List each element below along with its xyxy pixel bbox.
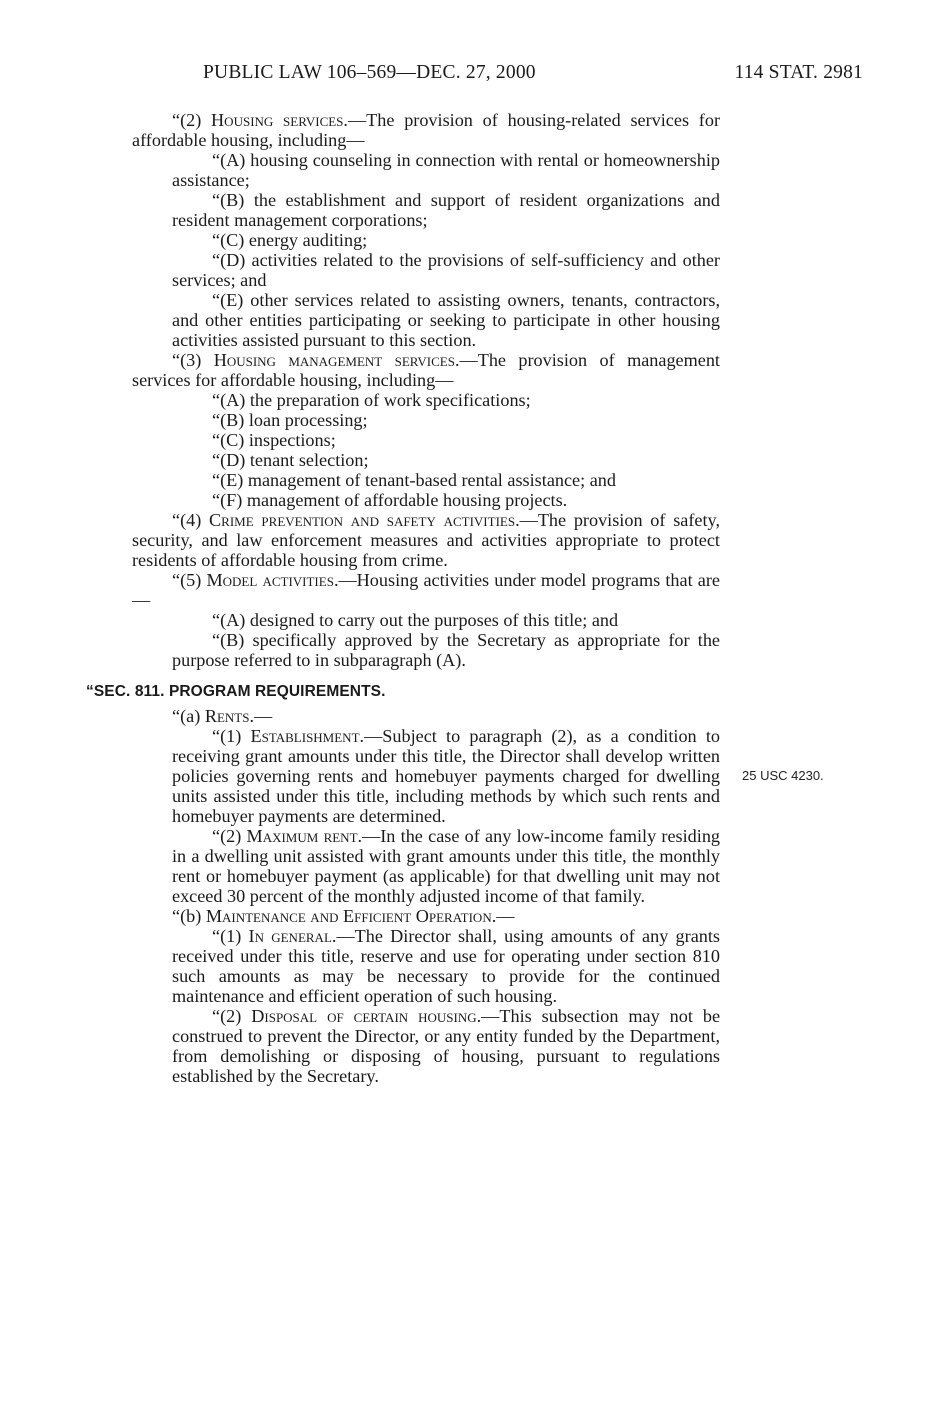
paragraph-disposal: “(2) Disposal of certain housing.—This subsection may not be construed to prevent the Director, or any entity funded by the Department, from demolishing or disposing of housing, pursuant to regulations established by the Secretary. bbox=[172, 1006, 721, 1086]
paragraph-heading: Establishment bbox=[250, 726, 360, 746]
subparagraph: “(F) management of affordable housing projects. bbox=[212, 490, 568, 510]
subparagraph: “(A) designed to carry out the purposes of this title; and bbox=[212, 610, 619, 630]
paragraph-heading: Disposal of certain housing bbox=[251, 1006, 477, 1026]
subparagraph: “(D) activities related to the provisions of self-sufficiency and other services; and bbox=[172, 250, 720, 290]
paragraph-heading: Maximum rent bbox=[246, 826, 358, 846]
section-heading: “SEC. 811. PROGRAM REQUIREMENTS. bbox=[86, 683, 386, 700]
subparagraph: “(C) inspections; bbox=[212, 430, 336, 450]
paragraph-heading: Housing management services bbox=[213, 350, 455, 370]
document-body bbox=[86, 110, 721, 1086]
paragraph-housing-services: “(2) Housing services.—The provision of housing-related services for affordable housing, including— bbox=[132, 110, 721, 150]
running-head: PUBLIC LAW 106–569—DEC. 27, 2000 bbox=[203, 62, 536, 83]
subsection-heading: Maintenance and Efficient Operation bbox=[205, 906, 492, 926]
subsection-heading: Rents bbox=[204, 706, 250, 726]
subparagraph: “(A) housing counseling in connection with rental or homeownership assistance; bbox=[172, 150, 720, 190]
stat-page-number: 114 STAT. 2981 bbox=[734, 62, 863, 83]
page-header bbox=[203, 62, 863, 88]
subparagraph: “(D) tenant selection; bbox=[212, 450, 369, 470]
subsection-rents: “(a) Rents.— bbox=[172, 706, 273, 726]
subparagraph: “(E) other services related to assisting owners, tenants, contractors, and other entities participating or seeking to participate in other housing activities assisted pursuant to this section. bbox=[172, 290, 720, 350]
paragraph-housing-management: “(3) Housing management services.—The provision of management services for affordable housing, including— bbox=[132, 350, 720, 390]
subparagraph: “(A) the preparation of work specifications; bbox=[212, 390, 531, 410]
paragraph-crime-prevention: “(4) Crime prevention and safety activities.—The provision of safety, security, and law enforcement measures and activities appropriate to protect residents of affordable housing from crime. bbox=[132, 510, 721, 570]
paragraph-heading: Model activities bbox=[206, 570, 334, 590]
paragraph-heading: Crime prevention and safety activities bbox=[209, 510, 516, 530]
subparagraph: “(B) specifically approved by the Secretary as appropriate for the purpose referred to in subparagraph (A). bbox=[172, 630, 720, 670]
subsection-maintenance: “(b) Maintenance and Efficient Operation.— bbox=[172, 906, 515, 926]
paragraph-establishment: “(1) Establishment.—Subject to paragraph (2), as a condition to receiving grant amounts under this title, the Director shall develop written policies governing rents and homebuyer payments charged for dwelling units assisted under this title, including methods by which such rents and homebuyer payments are determined. bbox=[172, 726, 720, 826]
paragraph-heading: Housing services bbox=[211, 110, 344, 130]
paragraph-maximum-rent: “(2) Maximum rent.—In the case of any low-income family residing in a dwelling unit assisted with grant amounts under this title, the monthly rent or homebuyer payment (as applicable) for that dwelling unit may not exceed 30 percent of the monthly adjusted income of that family. bbox=[172, 826, 721, 906]
usc-margin-note: 25 USC 4230. bbox=[742, 768, 824, 783]
subparagraph: “(B) the establishment and support of resident organizations and resident management corporations; bbox=[172, 190, 720, 230]
subparagraph: “(E) management of tenant-based rental assistance; and bbox=[212, 470, 616, 490]
paragraph-heading: In general bbox=[248, 926, 332, 946]
subparagraph: “(B) loan processing; bbox=[212, 410, 368, 430]
paragraph-model-activities: “(5) Model activities.—Housing activities under model programs that are— bbox=[132, 570, 720, 610]
subparagraph: “(C) energy auditing; bbox=[212, 230, 368, 250]
paragraph-in-general: “(1) In general.—The Director shall, using amounts of any grants received under this title, reserve and use for operating under section 810 such amounts as may be necessary to provide for the continued maintenance and efficient operation of such housing. bbox=[172, 926, 721, 1006]
